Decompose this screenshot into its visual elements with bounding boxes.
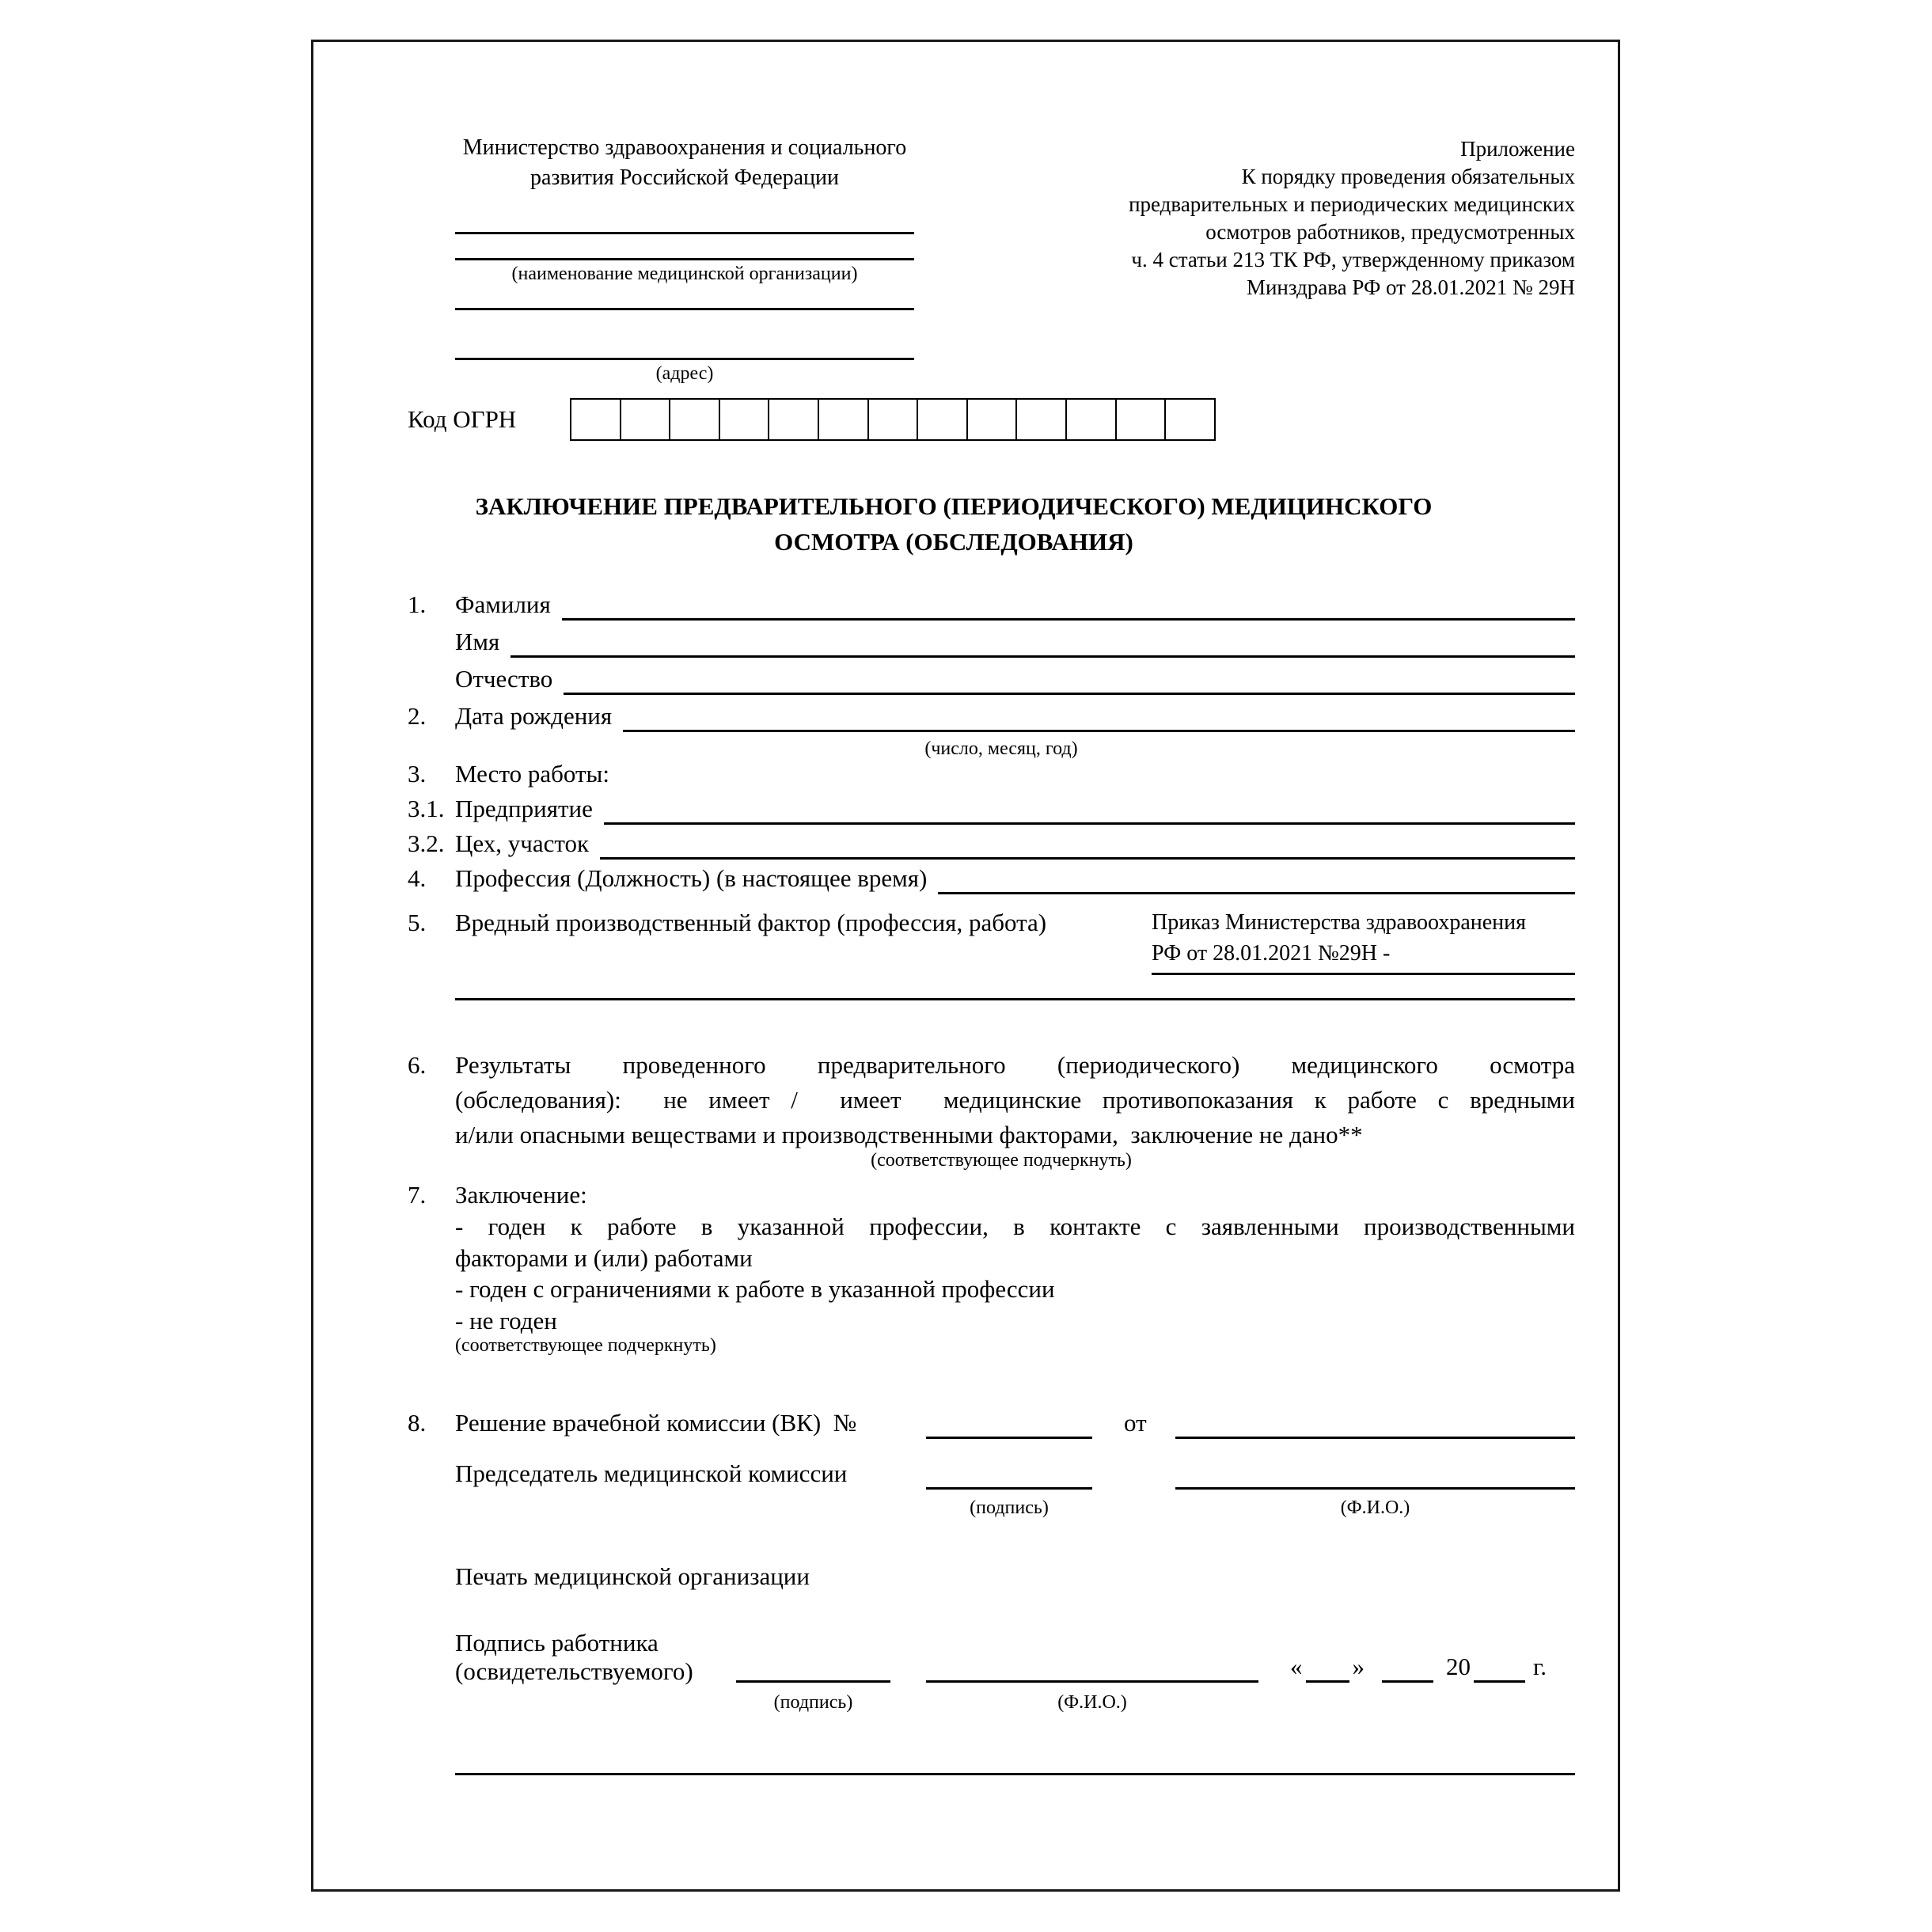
workplace-label: Место работы: (455, 760, 609, 788)
signature-caption: (подпись) (773, 1692, 853, 1713)
chairman-captions (408, 1496, 1575, 1520)
appendix-line: ч. 4 статьи 213 ТК РФ, утвержденному приказом (1131, 248, 1575, 271)
surname-label: Фамилия (455, 590, 551, 618)
decision-date-field[interactable] (1175, 1437, 1575, 1439)
ministry-name (455, 133, 914, 193)
harmful-factor-row (408, 907, 1152, 939)
enterprise-label: Предприятие (455, 795, 593, 822)
workshop-label: Цех, участок (455, 829, 590, 857)
conclusion-option-line: - годен к работе в указанной профессии, в контакте с заявленными производственными (455, 1213, 1575, 1240)
item-number: 8. (408, 1409, 427, 1437)
conclusion-option-line: факторами и (или) работами (455, 1244, 753, 1272)
item-number: 6. (408, 1051, 427, 1079)
open-quote: « (1290, 1653, 1303, 1680)
chairman-signature-field[interactable] (926, 1487, 1092, 1490)
underline-note-caption: (соответствующее подчеркнуть) (871, 1150, 1132, 1171)
item-number: 5. (408, 909, 427, 936)
conclusion-option-fit (455, 1211, 1575, 1274)
footnote-field[interactable] (455, 1773, 1575, 1775)
workplace-row (408, 758, 1575, 790)
conclusion-option-restricted: - годен с ограничениями к работе в указанной профессии (455, 1275, 1055, 1303)
item-number: 3. (408, 760, 427, 788)
profession-row (408, 863, 1575, 894)
surname-row (408, 589, 1575, 621)
ogrn-digit-cell[interactable] (1115, 400, 1165, 439)
close-quote: » (1352, 1653, 1365, 1680)
item-number: 7. (408, 1181, 427, 1209)
worker-signature-label-line: (освидетельствуемого) (455, 1657, 693, 1685)
ogrn-digit-cell[interactable] (719, 400, 769, 439)
form-title-line: ОСМОТРА (ОБСЛЕДОВАНИЯ) (774, 528, 1133, 556)
appendix-line: предварительных и периодических медицинских (1129, 192, 1575, 216)
item-number: 3.2. (408, 829, 445, 857)
form-page (311, 40, 1620, 1892)
conclusion-label: Заключение: (455, 1181, 587, 1209)
enterprise-row (408, 793, 1575, 825)
ogrn-digit-cell[interactable] (571, 400, 620, 439)
order-reference (1152, 907, 1575, 975)
worker-signature-row (455, 1651, 1575, 1683)
date-month-field[interactable] (1382, 1680, 1433, 1683)
patronymic-label: Отчество (455, 665, 553, 693)
item-number: 1. (408, 590, 427, 618)
date-year-field[interactable] (1474, 1680, 1525, 1683)
org-name-field[interactable] (455, 258, 914, 260)
ogrn-digit-cell[interactable] (818, 400, 867, 439)
worker-signature-field[interactable] (736, 1680, 890, 1683)
ogrn-label: Код ОГРН (408, 405, 517, 433)
workshop-field[interactable] (600, 857, 1575, 860)
appendix-line: Минздрава РФ от 28.01.2021 № 29Н (1246, 275, 1575, 299)
ministry-line: Министерство здравоохранения и социального (462, 135, 907, 160)
worker-captions (455, 1691, 1575, 1714)
harmful-factor-label: Вредный производственный фактор (профессия, работа) (455, 909, 1047, 936)
birthdate-row (408, 700, 1575, 732)
conclusion-option-unfit: - не годен (455, 1307, 557, 1334)
harmful-factor-field[interactable] (455, 998, 1575, 1000)
chairman-label: Председатель медицинской комиссии (455, 1459, 848, 1487)
results-text-line: Результаты проведенного предварительного (периодического) медицинского осмотра (455, 1051, 1575, 1079)
decision-date-preposition: от (1124, 1409, 1147, 1437)
ogrn-digit-cell[interactable] (1164, 400, 1214, 439)
results-text (455, 1048, 1575, 1152)
firstname-label: Имя (455, 628, 500, 655)
ogrn-digit-cell[interactable] (917, 400, 966, 439)
appendix-line: осмотров работников, предусмотренных (1205, 220, 1575, 244)
worker-signature-label-line: Подпись работника (455, 1629, 659, 1657)
birthdate-label: Дата рождения (455, 702, 613, 730)
workshop-row (408, 828, 1575, 860)
order-reference-line: Приказ Министерства здравоохранения (1152, 910, 1527, 935)
conclusion-row (408, 1179, 1575, 1211)
fio-caption: (Ф.И.О.) (1340, 1497, 1410, 1518)
appendix-note (974, 135, 1575, 302)
date-group (1290, 1651, 1547, 1683)
worker-fio-field[interactable] (926, 1680, 1258, 1683)
org-name-field[interactable] (455, 232, 914, 234)
ministry-line: развития Российской Федерации (529, 165, 840, 190)
decision-number-field[interactable] (926, 1437, 1092, 1439)
form-title (408, 488, 1500, 560)
chairman-row (408, 1458, 1575, 1490)
order-reference-line: РФ от 28.01.2021 №29Н - (1152, 941, 1391, 966)
address-field[interactable] (455, 358, 914, 360)
form-title-line: ЗАКЛЮЧЕНИЕ ПРЕДВАРИТЕЛЬНОГО (ПЕРИОДИЧЕСКОГО) МЕДИЦИНСКОГО (475, 492, 1433, 520)
fio-caption: (Ф.И.О.) (1057, 1692, 1127, 1713)
profession-field[interactable] (938, 892, 1575, 894)
results-text-line: и/или опасными веществами и производственными факторами, заключение не дано** (455, 1121, 1363, 1148)
ogrn-digit-cell[interactable] (1015, 400, 1065, 439)
birthdate-field[interactable] (623, 730, 1575, 732)
profession-label: Профессия (Должность) (в настоящее время) (455, 864, 928, 892)
birthdate-caption: (число, месяц, год) (924, 738, 1078, 759)
item-number: 4. (408, 864, 427, 892)
firstname-row (455, 626, 1575, 658)
ogrn-digit-cell[interactable] (669, 400, 719, 439)
year-suffix: г. (1533, 1653, 1547, 1680)
commission-decision-row (408, 1407, 1575, 1439)
appendix-line: К порядку проведения обязательных (1241, 165, 1575, 188)
address-field[interactable] (455, 308, 914, 310)
surname-field[interactable] (562, 618, 1575, 621)
results-text-line: (обследования): не имеет / имеет медицинские противопоказания к работе с вредными (455, 1086, 1575, 1114)
org-name-caption: (наименование медицинской организации) (511, 264, 858, 284)
appendix-line: Приложение (1460, 137, 1575, 161)
underline-note-caption: (соответствующее подчеркнуть) (455, 1335, 716, 1356)
item-number: 3.1. (408, 795, 445, 822)
item-number: 2. (408, 702, 427, 730)
firstname-field[interactable] (511, 655, 1575, 658)
ogrn-digit-cell[interactable] (620, 400, 670, 439)
harmful-factor-field[interactable] (1152, 973, 1575, 975)
address-caption: (адрес) (655, 363, 714, 384)
enterprise-field[interactable] (604, 822, 1575, 825)
ogrn-cells (570, 398, 1216, 441)
ogrn-digit-cell[interactable] (867, 400, 917, 439)
chairman-fio-field[interactable] (1175, 1487, 1575, 1490)
ogrn-digit-cell[interactable] (1065, 400, 1115, 439)
date-day-field[interactable] (1306, 1680, 1349, 1683)
commission-decision-label: Решение врачебной комиссии (ВК) № (455, 1409, 857, 1437)
signature-caption: (подпись) (970, 1497, 1049, 1518)
stamp-note: Печать медицинской организации (455, 1562, 810, 1590)
patronymic-field[interactable] (564, 693, 1575, 695)
ogrn-digit-cell[interactable] (768, 400, 818, 439)
patronymic-row (455, 663, 1575, 695)
ogrn-digit-cell[interactable] (966, 400, 1016, 439)
year-century: 20 (1446, 1653, 1471, 1680)
